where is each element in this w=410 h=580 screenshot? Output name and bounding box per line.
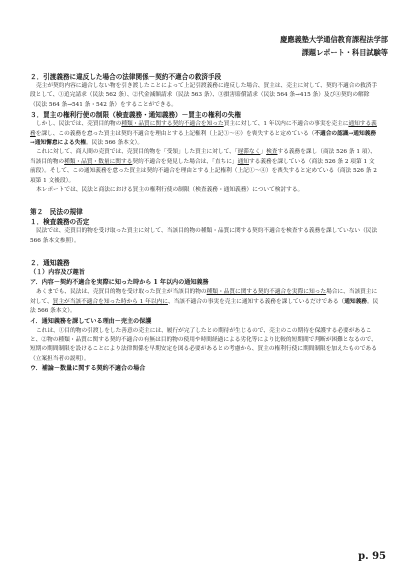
subsection-heading-1: １．検査義務の否定 — [30, 218, 90, 227]
subsection-1-paragraph: 民法では、売買目的物を受け取った買主に対して、当該目的物の種類・品質に関する契約不適合を検査する義務を課していない（民法 566 条本文参照）。 — [30, 228, 378, 244]
header-line-1: 慶應義塾大学通信教育課程法学部 — [280, 35, 388, 44]
section-3-paragraph-1: しかし、民法では、売買目的物の種類・品質に関する契約不適合を知った買主に対して、1 年以内に不適合の事実を売主に通知する義務を課し、この義務を怠った買主は契約不適合を理由とする上記権利（上記①～④）を喪失すると定めている（不適合の認識→通知義務→通知懈怠による失権。民法 566 条本文）。 — [30, 121, 377, 147]
section-3-paragraph-2: これに対して、商人間の売買では、売買目的物を「受領」した買主に対して、「遅滞なく」検査する義務を課し（商法 526 条 1 項）、当該目的物の種類・品質・数量に関する契約不適合を発見した場合は、「直ちに」通知する義務を課している（商法 526 条 2 項第 1 文前段）。そして、この通知義務を怠った買主は契約不適合を理由とする上記権利（上記①～④）を喪失すると定めている（商法 526 条 2 項第 1 文後段）。 — [30, 149, 377, 184]
page-number: p. 95 — [358, 551, 386, 562]
sub-item-heading-1: （１）内容及び趣旨 — [30, 269, 85, 277]
subsection-heading-2: ２．通知義務 — [30, 259, 70, 268]
document-header — [280, 33, 388, 59]
item-i-paragraph: これは、①目的物の引渡しをした善意の売主には、履行が完了したとの期待が生じるので、売主のこの期待を保護する必要があること、②物の種類・品質に関する契約不適合の有無は目的物の使用や時間経過による劣化等により比較的短期間で判断が困難となるので、短期の期間制限を設けることにより法律関係を早期安定を図る必要があるとの考慮から、買主の権利行使に期間制限を加えたものである（立案担当者の説明）。 — [30, 327, 377, 362]
report-body — [30, 72, 380, 374]
section-2-paragraph: 売主が契約内容に適合しない物を引き渡したことによって上記引渡義務に違反した場合、買主は、売主に対して、契約不適合の救済手段として、①追完請求（民法 562 条）、②代金減額請求（民法 563 条）、③損害賠償請求（民法 564 条→415 条）及び④契約の解除（民法 564 条→541 条・542 条）をすることができる。 — [30, 83, 378, 108]
section-3-paragraph-3: 本レポートでは、民法と商法における買主の権利行使の制限（検査義務・通知義務）について検討する。 — [36, 187, 304, 194]
part-2-heading: 第２ 民法の規律 — [30, 208, 83, 217]
section-heading-3: ３．買主の権利行使の制限（検査義務・通知義務）－買主の権利の失権 — [30, 111, 241, 120]
header-line-2: 課題レポート・科目試験等 — [301, 48, 388, 57]
item-u-heading: ウ．補論－数量に関する契約不適合の場合 — [30, 365, 146, 373]
item-a-paragraph: あくまでも、民法は、売買目的物を受け取った買主が当該目的物の種類・品質に関する契約不適合を実際に知った場合に、当該買主に対して、買主が当該不適合を知った時から 1 年以内に、当該不適合の事実を売主に通知する義務を課しているだけである（通知義務。民法 566 条本文）。 — [30, 289, 379, 315]
item-i-heading: イ．通知義務を課している理由－売主の保護 — [30, 317, 152, 325]
item-a-heading: ア．内容－契約不適合を実際に知った時から 1 年以内の通知義務 — [30, 279, 209, 287]
section-heading-2: ２．引渡義務に違反した場合の法律関係－契約不適合の救済手段 — [30, 73, 222, 81]
